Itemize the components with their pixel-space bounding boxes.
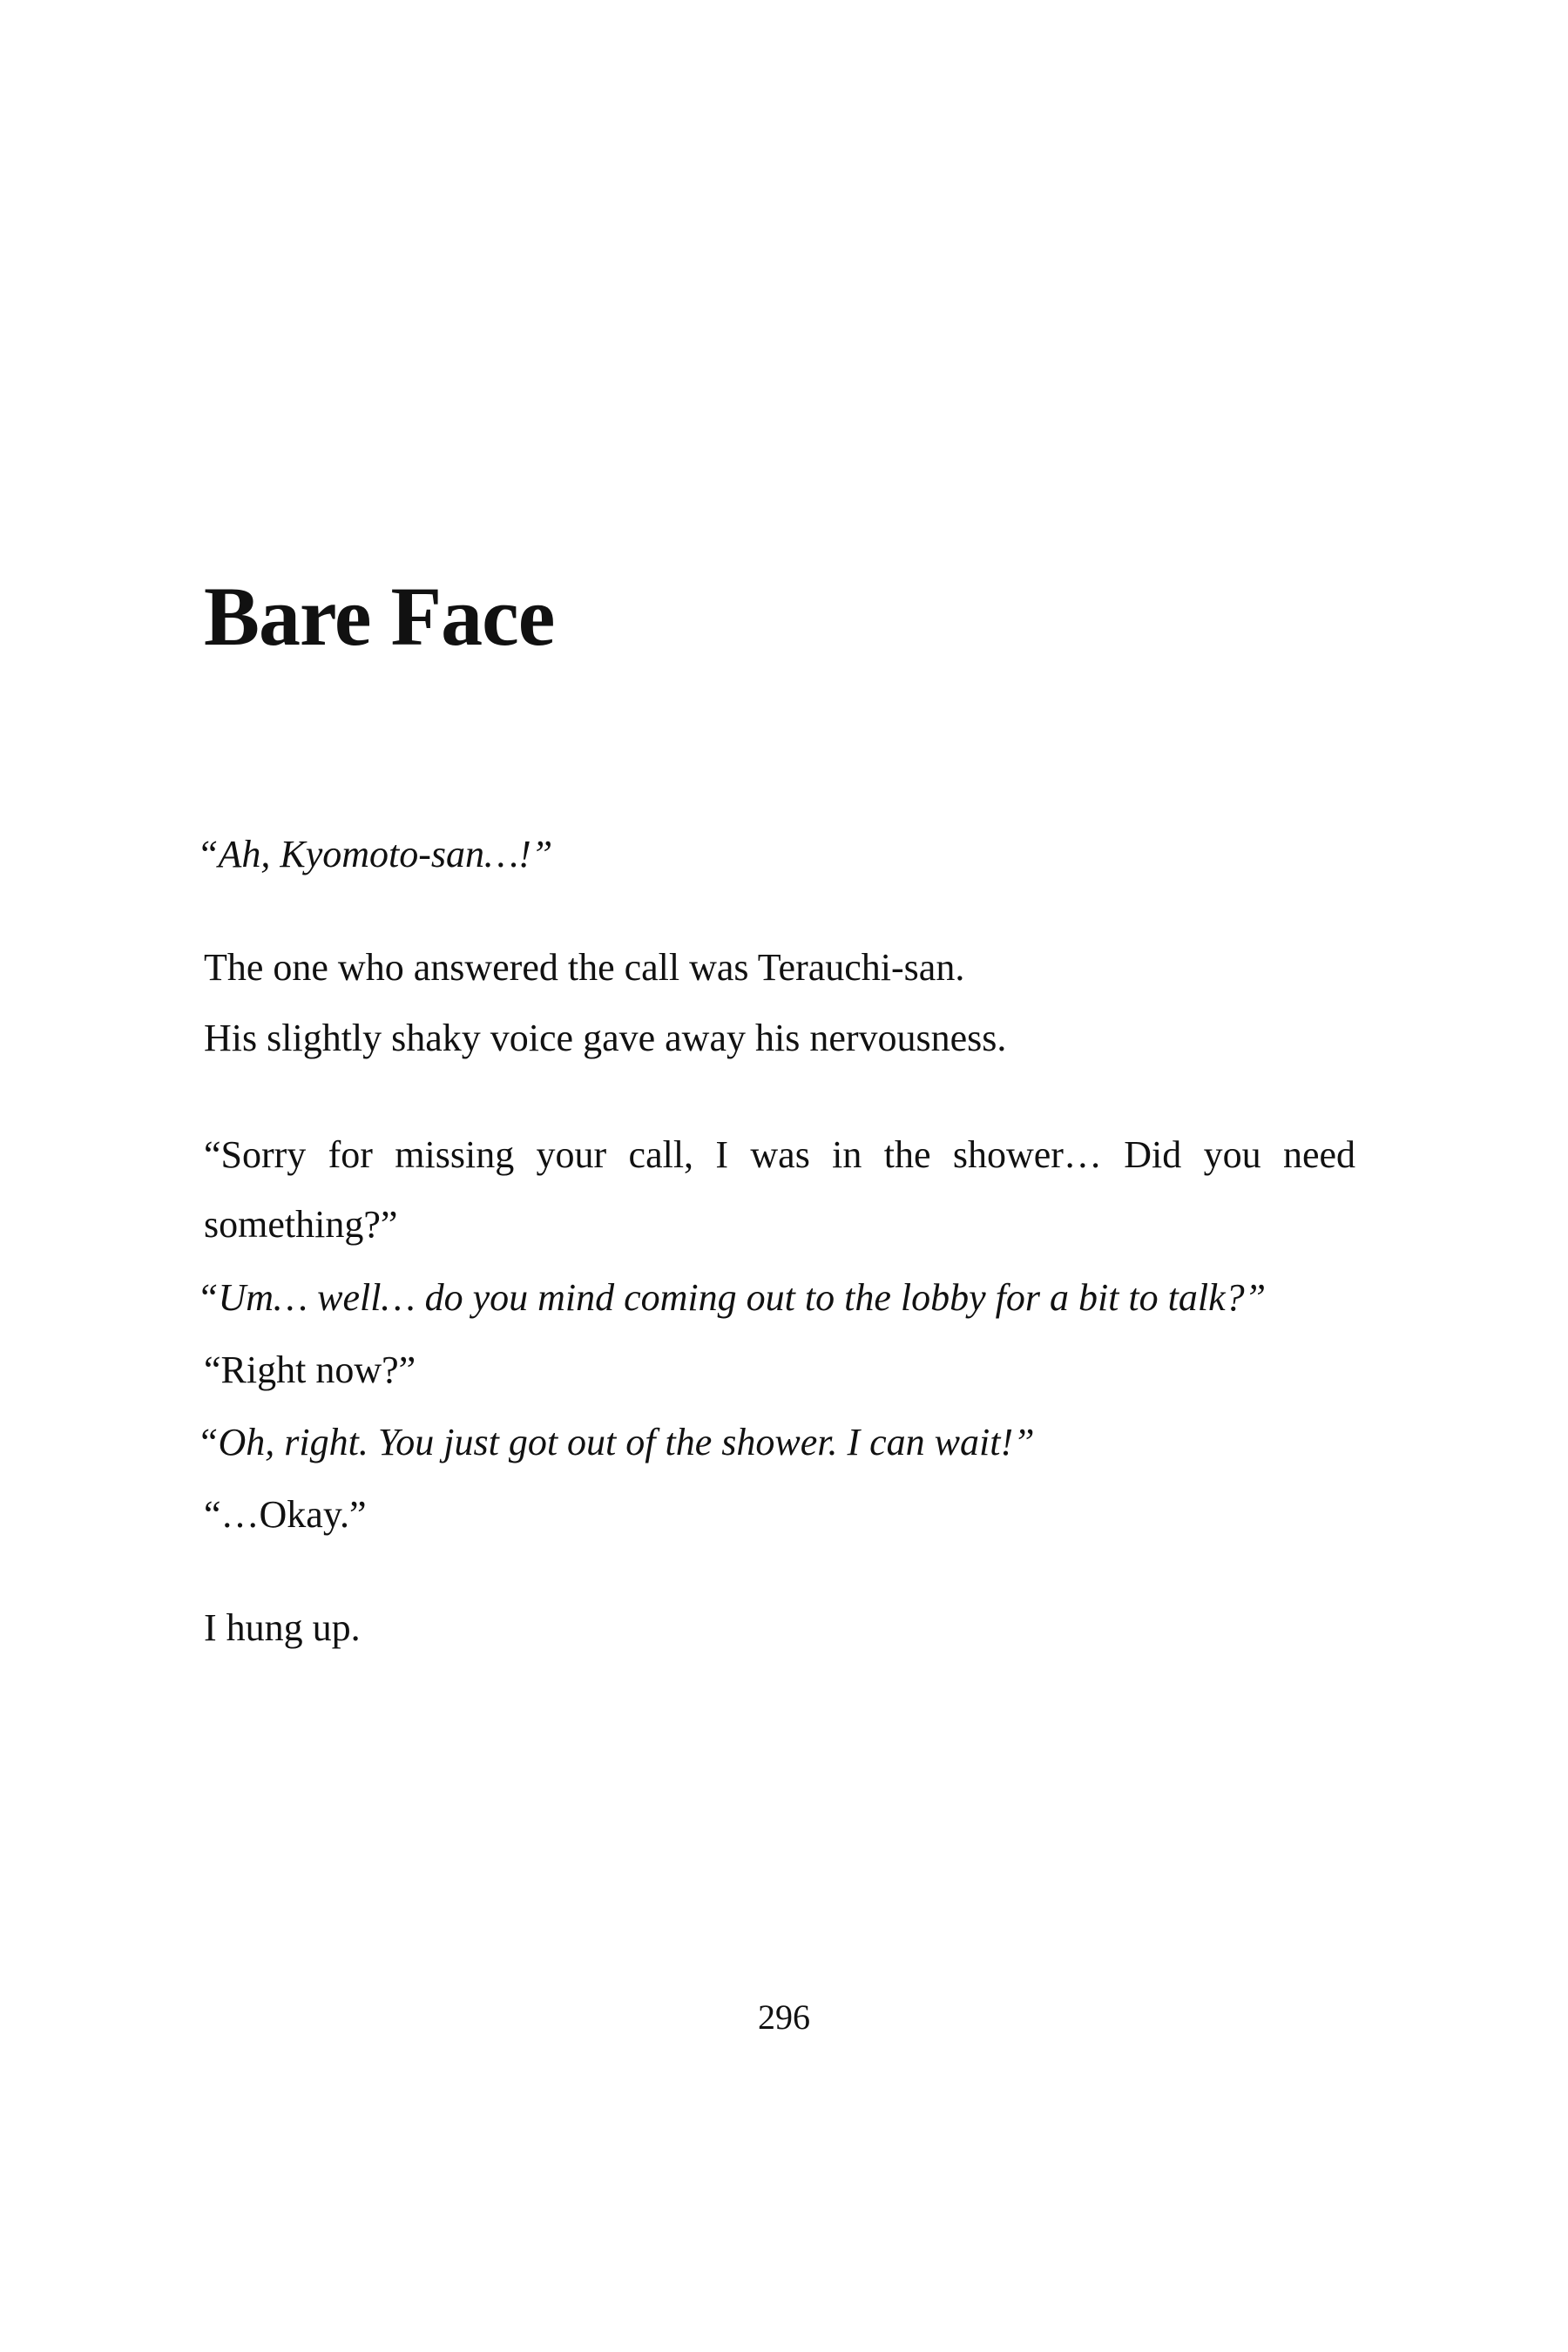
dialogue-line-continued: something?” xyxy=(204,1203,398,1246)
page-number: 296 xyxy=(758,1997,810,2037)
narration-line: I hung up. xyxy=(204,1606,361,1649)
dialogue-line: “…Okay.” xyxy=(204,1493,367,1536)
chapter-title: Bare Face xyxy=(204,570,555,663)
dialogue-line-phone: “Um… well… do you mind coming out to the lobby for a bit to talk?” xyxy=(197,1276,1267,1319)
dialogue-line: “Right now?” xyxy=(204,1348,416,1391)
dialogue-line: “Sorry for missing your call, I was in the shower… Did you need xyxy=(204,1133,1355,1176)
narration-line: His slightly shaky voice gave away his nervousness. xyxy=(204,1017,1007,1059)
dialogue-line-phone: “Oh, right. You just got out of the shower. I can wait!” xyxy=(197,1421,1035,1463)
narration-line: The one who answered the call was Terauchi-san. xyxy=(204,946,965,989)
dialogue-line-phone: “Ah, Kyomoto-san…!” xyxy=(197,833,553,875)
